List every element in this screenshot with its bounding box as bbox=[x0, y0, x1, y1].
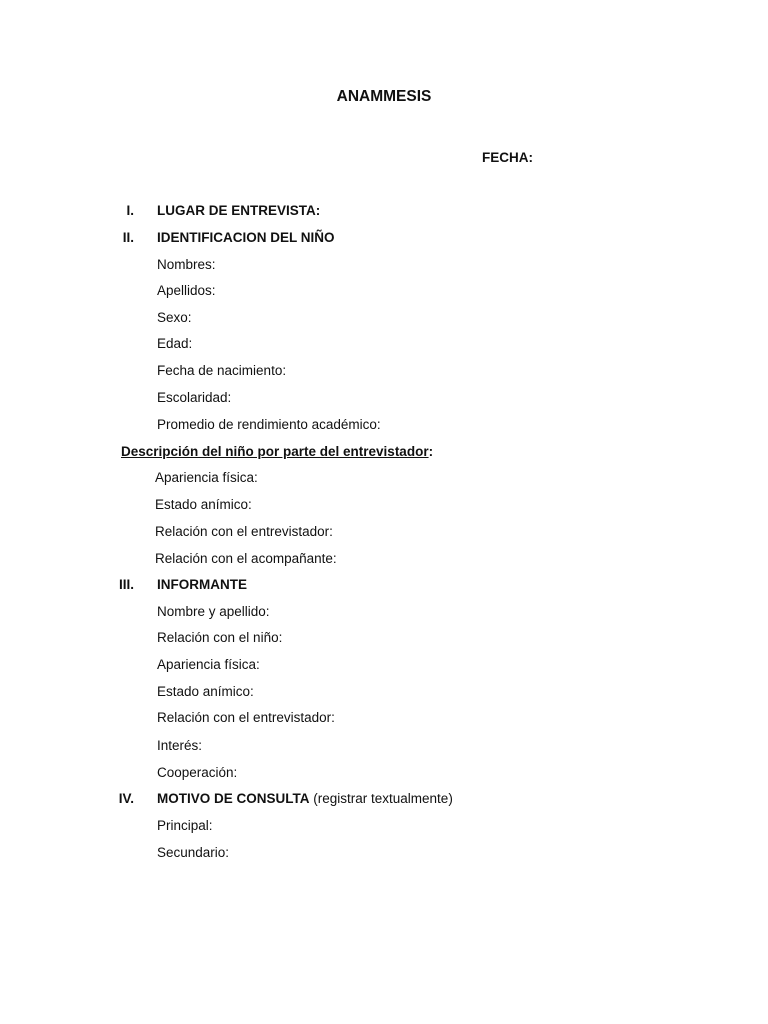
field-estado-animico-informante: Estado anímico: bbox=[157, 684, 254, 699]
field-apellidos: Apellidos: bbox=[157, 283, 216, 298]
section-3-heading: INFORMANTE bbox=[157, 577, 247, 592]
section-3-numeral: III. bbox=[118, 577, 134, 592]
field-relacion-entrevistador-nino: Relación con el entrevistador: bbox=[155, 524, 333, 539]
field-edad: Edad: bbox=[157, 336, 193, 351]
field-promedio-rendimiento: Promedio de rendimiento académico: bbox=[157, 417, 381, 432]
section-4-heading-line bbox=[157, 791, 453, 807]
descripcion-heading-text: Descripción del niño por parte del entrevistador bbox=[121, 444, 429, 459]
section-2-numeral: II. bbox=[122, 230, 134, 245]
field-fecha-nacimiento: Fecha de nacimiento: bbox=[157, 363, 287, 378]
section-4-note: (registrar textualmente) bbox=[313, 791, 453, 806]
descripcion-heading bbox=[121, 444, 433, 460]
field-relacion-entrevistador-informante: Relación con el entrevistador: bbox=[157, 710, 335, 725]
field-nombre-apellido: Nombre y apellido: bbox=[157, 604, 270, 619]
field-secundario: Secundario: bbox=[157, 845, 230, 860]
field-escolaridad: Escolaridad: bbox=[157, 390, 232, 405]
section-2-heading: IDENTIFICACION DEL NIÑO bbox=[157, 230, 335, 245]
field-principal: Principal: bbox=[157, 818, 213, 833]
document-title: ANAMMESIS bbox=[336, 88, 432, 105]
section-4-heading: MOTIVO DE CONSULTA bbox=[157, 791, 310, 806]
field-estado-animico-nino: Estado anímico: bbox=[155, 497, 252, 512]
section-4-numeral: IV. bbox=[118, 791, 134, 806]
fecha-label: FECHA: bbox=[482, 150, 533, 165]
field-nombres: Nombres: bbox=[157, 257, 216, 272]
field-relacion-nino: Relación con el niño: bbox=[157, 630, 283, 645]
section-1-heading: LUGAR DE ENTREVISTA: bbox=[157, 203, 321, 218]
field-apariencia-fisica-informante: Apariencia física: bbox=[157, 657, 260, 672]
field-cooperacion: Cooperación: bbox=[157, 765, 238, 780]
field-interes: Interés: bbox=[157, 738, 203, 753]
section-1-numeral: I. bbox=[126, 203, 134, 218]
field-relacion-acompanante: Relación con el acompañante: bbox=[155, 551, 337, 566]
field-apariencia-fisica-nino: Apariencia física: bbox=[155, 470, 258, 485]
descripcion-heading-colon: : bbox=[428, 444, 434, 459]
field-sexo: Sexo: bbox=[157, 310, 192, 325]
